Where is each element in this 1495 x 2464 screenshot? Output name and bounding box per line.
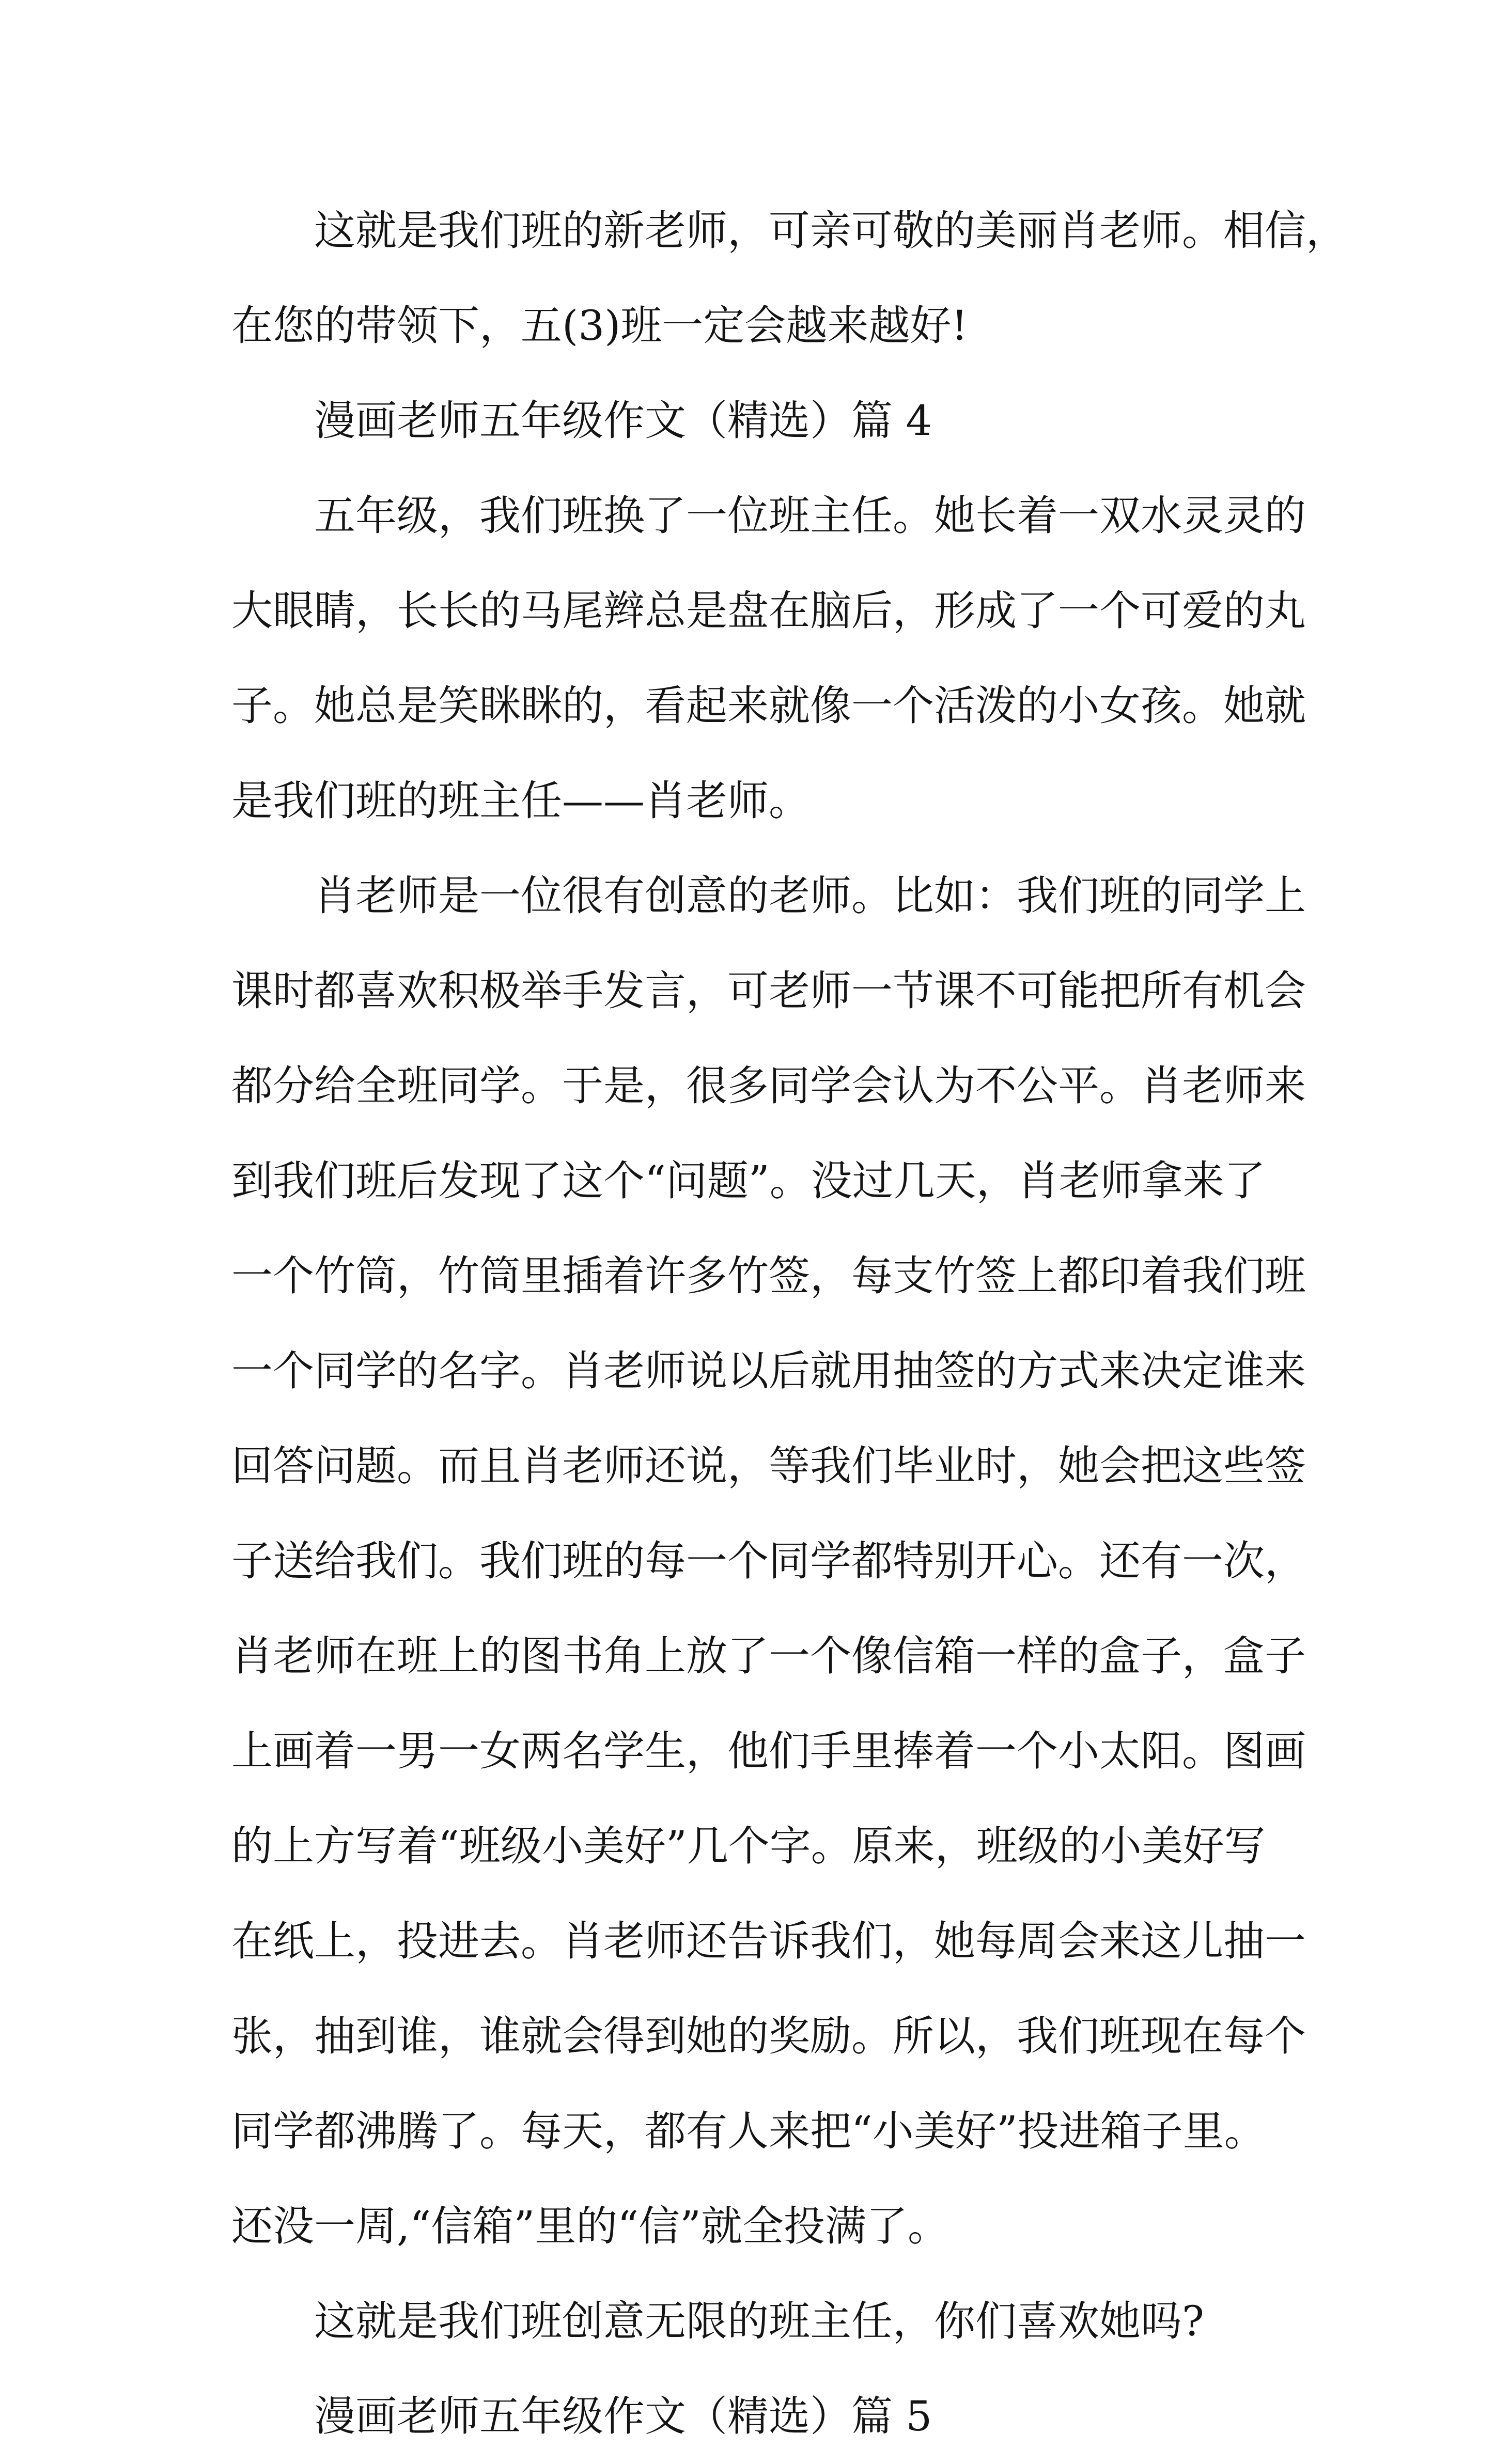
text-line: 到我们班后发现了这个“问题”。没过几天，肖老师拿来了 (231, 1157, 1266, 1205)
text-line: 一个同学的名字。肖老师说以后就用抽签的方式来决定谁来 (231, 1347, 1306, 1395)
text-line: 肖老师在班上的图书角上放了一个像信箱一样的盒子，盒子 (231, 1632, 1306, 1680)
text-line: 在纸上，投进去。肖老师还告诉我们，她每周会来这儿抽一 (231, 1917, 1306, 1965)
text-line: 肖老师是一位很有创意的老师。比如：我们班的同学上 (314, 872, 1306, 920)
text-line: 都分给全班同学。于是，很多同学会认为不公平。肖老师来 (231, 1062, 1306, 1110)
section-heading: 漫画老师五年级作文（精选）篇 4 (314, 397, 932, 445)
text-line: 一个竹筒，竹筒里插着许多竹签，每支竹签上都印着我们班 (231, 1252, 1306, 1300)
text-line: 子。她总是笑眯眯的，看起来就像一个活泼的小女孩。她就 (231, 682, 1306, 730)
text-line: 的上方写着“班级小美好”几个字。原来，班级的小美好写 (231, 1822, 1266, 1870)
text-line: 子送给我们。我们班的每一个同学都特别开心。还有一次， (231, 1537, 1306, 1585)
section-heading: 漫画老师五年级作文（精选）篇 5 (314, 2392, 932, 2440)
text-line: 大眼睛，长长的马尾辫总是盘在脑后，形成了一个可爱的丸 (231, 587, 1306, 635)
text-line: 在您的带领下，五(3)班一定会越来越好! (231, 302, 968, 350)
text-line: 是我们班的班主任——肖老师。 (231, 777, 810, 825)
text-line: 还没一周,“信箱”里的“信”就全投满了。 (231, 2202, 949, 2250)
text-line: 上画着一男一女两名学生，他们手里捧着一个小太阳。图画 (231, 1727, 1306, 1775)
text-line: 这就是我们班的新老师，可亲可敬的美丽肖老师。相信， (314, 207, 1347, 255)
text-line: 张，抽到谁，谁就会得到她的奖励。所以，我们班现在每个 (231, 2012, 1306, 2060)
text-line: 五年级，我们班换了一位班主任。她长着一双水灵灵的 (314, 492, 1306, 540)
text-line: 回答问题。而且肖老师还说，等我们毕业时，她会把这些签 (231, 1442, 1306, 1490)
text-line: 课时都喜欢积极举手发言，可老师一节课不可能把所有机会 (231, 967, 1306, 1015)
text-line: 同学都沸腾了。每天，都有人来把“小美好”投进箱子里。 (231, 2107, 1266, 2155)
document-page (231, 183, 1347, 2464)
text-line: 这就是我们班创意无限的班主任，你们喜欢她吗? (314, 2297, 1204, 2345)
